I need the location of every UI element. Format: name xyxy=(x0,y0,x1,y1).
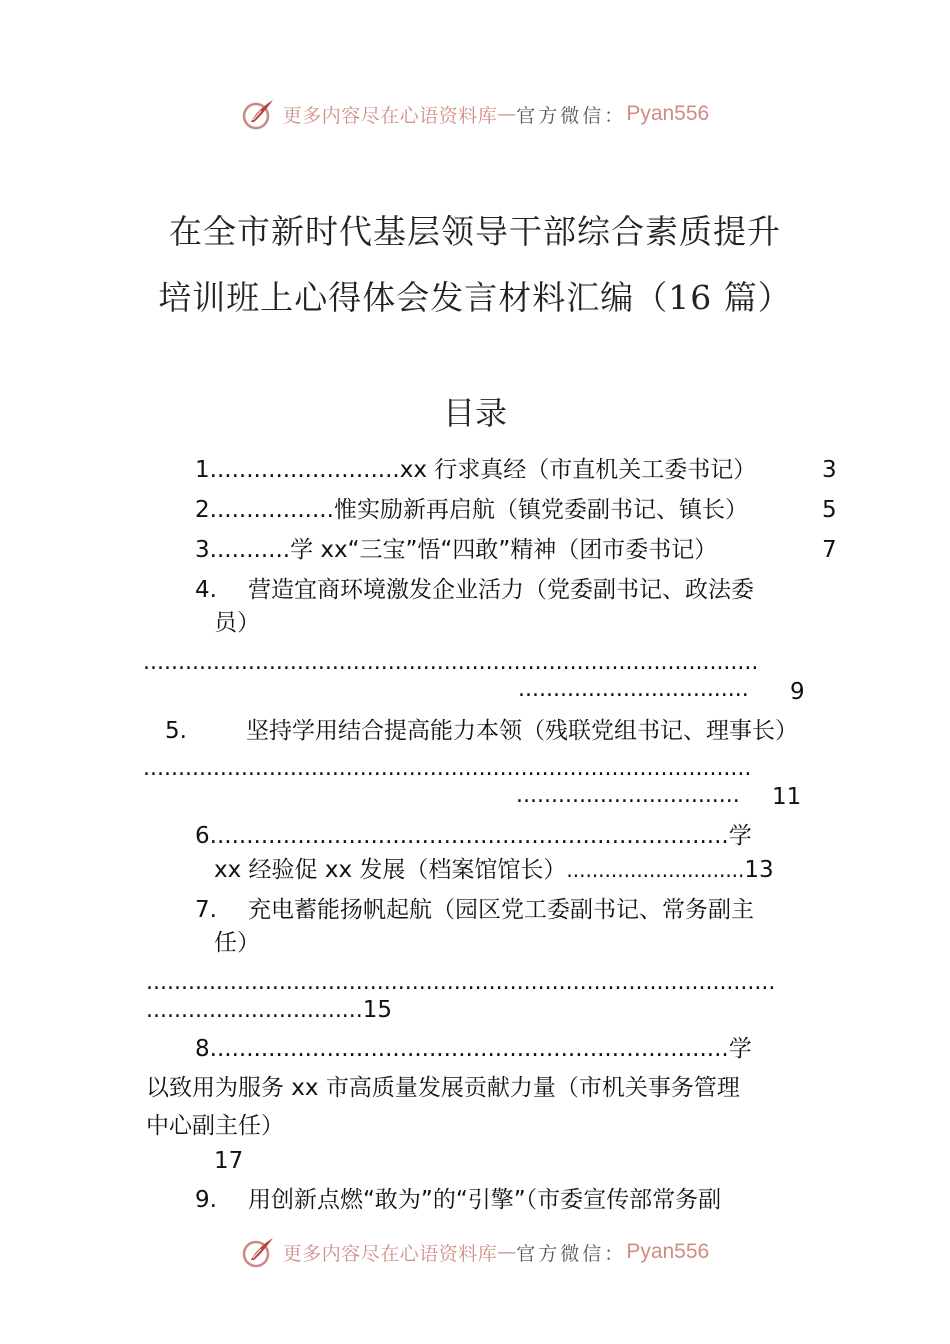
watermark-text: 更多内容尽在心语资料库 xyxy=(282,1242,498,1265)
toc-page-2: 5 xyxy=(822,497,837,523)
toc-leader-dots: .......................... xyxy=(209,457,400,483)
watermark-wechat-label: 官方微信： xyxy=(516,1242,627,1265)
toc-title: 学 xyxy=(728,1036,752,1062)
toc-page-6: 13 xyxy=(744,857,774,883)
toc-page-4: 9 xyxy=(790,679,805,705)
toc-entry-7-tail xyxy=(146,995,392,1026)
toc-entry-7-num: 7. xyxy=(195,897,217,923)
quill-logo-icon xyxy=(241,1234,277,1270)
toc-title-cont: xx 经验促 xx 发展（档案馆馆长） xyxy=(214,857,567,883)
toc-page-1: 3 xyxy=(822,457,837,483)
toc-leader-dots: ................................ xyxy=(516,783,740,808)
watermark-footer xyxy=(0,1232,950,1272)
toc-leader-dots: ....................................................................... xyxy=(209,823,729,849)
toc-title: xx 行求真经（市直机关工委书记） xyxy=(399,457,757,483)
watermark-wechat-label: 官方微信： xyxy=(516,104,627,127)
toc-num: 1 xyxy=(195,457,210,483)
watermark-separator: — xyxy=(497,103,517,125)
toc-entry-2[interactable] xyxy=(195,495,748,525)
toc-entry-5-title[interactable]: 坚持学用结合提高能力本领（残联党组书记、理事长） xyxy=(246,718,798,744)
toc-entry-8-title-cont: 以致用为服务 xx 市高质量发展贡献力量（市机关事务管理 xyxy=(146,1075,740,1101)
toc-leader-dots: .......................................................................................... xyxy=(146,970,776,995)
toc-page-7: 15 xyxy=(362,997,393,1023)
toc-entry-9-title[interactable]: 用创新点燃“敢为”的“引擎”（市委宣传部常务副 xyxy=(248,1187,722,1213)
toc-entry-8-title-cont-2: 中心副主任） xyxy=(146,1113,284,1139)
toc-entry-7-title[interactable]: 充电蓄能扬帆起航（园区党工委副书记、常务副主 xyxy=(248,897,754,923)
toc-entry-4-title[interactable]: 营造宜商环境激发企业活力（党委副书记、政法委 xyxy=(248,577,754,603)
toc-num: 2 xyxy=(195,497,210,523)
toc-leader-dots: ........................................................................................ xyxy=(143,650,759,675)
watermark-header xyxy=(0,94,950,134)
toc-leader-dots: ........... xyxy=(209,537,291,563)
toc-entry-3[interactable] xyxy=(195,535,717,565)
toc-leader-dots: ................................. xyxy=(518,677,749,702)
toc-entry-8[interactable] xyxy=(195,1034,752,1064)
toc-heading: 目录 xyxy=(442,394,507,432)
toc-page-3: 7 xyxy=(822,537,837,563)
toc-title: 惟实励新再启航（镇党委副书记、镇长） xyxy=(333,497,748,523)
toc-title: 学 xyxy=(728,823,752,849)
toc-leader-dots: ....................................................................... xyxy=(209,1036,729,1062)
toc-entry-5-num: 5. xyxy=(165,718,187,744)
quill-logo-icon xyxy=(241,96,277,132)
watermark-wechat-id: Pyan556 xyxy=(626,102,710,125)
toc-page-5: 11 xyxy=(772,784,802,810)
toc-page-8: 17 xyxy=(214,1148,244,1174)
doc-title-line-2: 培训班上心得体会发言材料汇编（16 篇） xyxy=(158,278,792,317)
toc-leader-dots: ............................ xyxy=(566,858,745,882)
toc-entry-9-num: 9. xyxy=(195,1187,217,1213)
toc-leader-dots: ....................................................................................... xyxy=(143,756,752,781)
toc-num: 6 xyxy=(195,823,210,849)
toc-num: 3 xyxy=(195,537,210,563)
toc-entry-4-num: 4. xyxy=(195,577,217,603)
watermark-wechat-id: Pyan556 xyxy=(626,1240,710,1263)
toc-leader-dots: ............................... xyxy=(146,998,363,1023)
toc-entry-7-title-cont: 任） xyxy=(214,930,260,956)
toc-leader-dots: ................. xyxy=(209,497,334,523)
toc-num: 8 xyxy=(195,1036,210,1062)
toc-entry-4-title-cont: 员） xyxy=(214,610,260,636)
watermark-separator: — xyxy=(497,1241,517,1263)
watermark-text: 更多内容尽在心语资料库 xyxy=(282,104,498,127)
toc-title: 学 xx“三宝”悟“四敢”精神（团市委书记） xyxy=(290,537,718,563)
toc-entry-6-cont xyxy=(214,855,774,885)
toc-entry-1[interactable] xyxy=(195,455,756,485)
toc-entry-6[interactable] xyxy=(195,821,752,851)
doc-title-line-1: 在全市新时代基层领导干部综合素质提升 xyxy=(169,212,781,251)
